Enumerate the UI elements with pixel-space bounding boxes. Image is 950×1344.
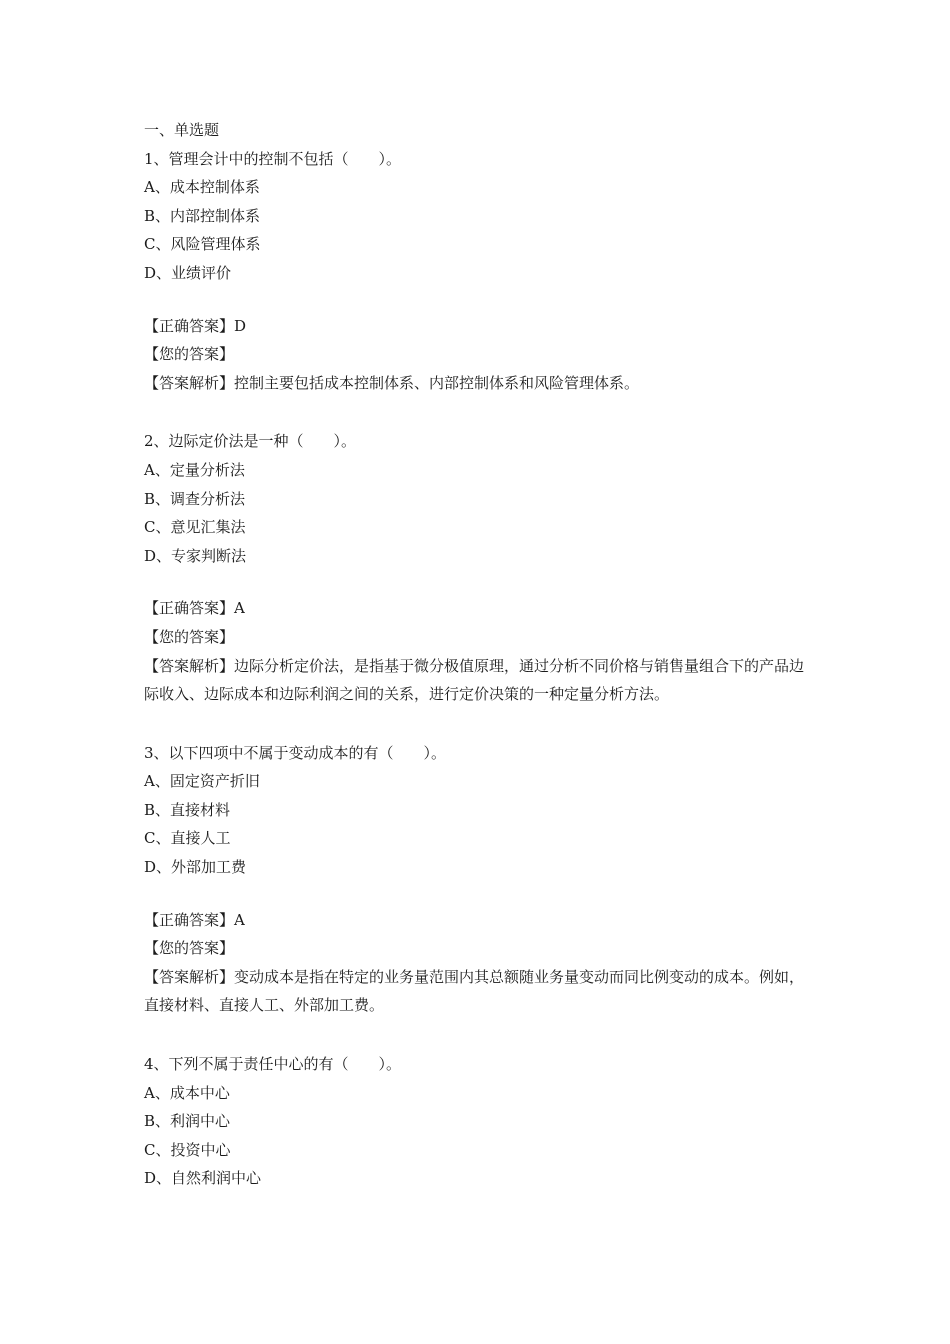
option-b: B、利润中心	[144, 1112, 231, 1131]
answer-3	[144, 906, 809, 1020]
correct-answer: 【正确答案】A	[144, 910, 245, 929]
option-d: D、外部加工费	[144, 858, 247, 877]
question-2	[144, 427, 809, 570]
section-title: 一、单选题	[144, 121, 220, 139]
correct-answer: 【正确答案】D	[144, 316, 247, 335]
answer-analysis: 【答案解析】边际分析定价法，是指基于微分极值原理，通过分析不同价格与销售量组合下的产品边际收入、边际成本和边际利润之间的关系，进行定价决策的一种定量分析方法。	[144, 656, 805, 704]
question-3	[144, 739, 809, 882]
option-b: B、调查分析法	[144, 489, 246, 508]
your-answer: 【您的答案】	[144, 939, 235, 958]
option-c: C、投资中心	[144, 1140, 231, 1159]
option-c: C、意见汇集法	[144, 518, 246, 537]
option-d: D、业绩评价	[144, 263, 232, 282]
option-c: C、风险管理体系	[144, 235, 261, 254]
question-4	[144, 1050, 809, 1193]
answer-analysis: 【答案解析】变动成本是指在特定的业务量范围内其总额随业务量变动而同比例变动的成本。例如，直接材料、直接人工、外部加工费。	[144, 967, 805, 1015]
option-b: B、直接材料	[144, 800, 231, 819]
option-a: A、定量分析法	[144, 460, 245, 479]
option-a: A、固定资产折旧	[144, 772, 260, 791]
option-d: D、专家判断法	[144, 546, 247, 565]
document-page	[144, 116, 809, 1193]
question-stem: 4、下列不属于责任中心的有（ ）。	[144, 1055, 402, 1074]
option-a: A、成本控制体系	[144, 178, 260, 197]
question-stem: 2、边际定价法是一种（ ）。	[144, 432, 357, 451]
question-1	[144, 145, 809, 288]
option-c: C、直接人工	[144, 829, 231, 848]
option-d: D、自然利润中心	[144, 1169, 262, 1188]
answer-2	[144, 594, 809, 708]
answer-analysis: 【答案解析】控制主要包括成本控制体系、内部控制体系和风险管理体系。	[144, 373, 640, 392]
option-b: B、内部控制体系	[144, 206, 261, 225]
your-answer: 【您的答案】	[144, 627, 235, 646]
correct-answer: 【正确答案】A	[144, 599, 245, 618]
option-a: A、成本中心	[144, 1083, 230, 1102]
question-stem: 1、管理会计中的控制不包括（ ）。	[144, 149, 402, 168]
answer-1	[144, 312, 809, 398]
question-stem: 3、以下四项中不属于变动成本的有（ ）。	[144, 743, 447, 762]
your-answer: 【您的答案】	[144, 345, 235, 364]
